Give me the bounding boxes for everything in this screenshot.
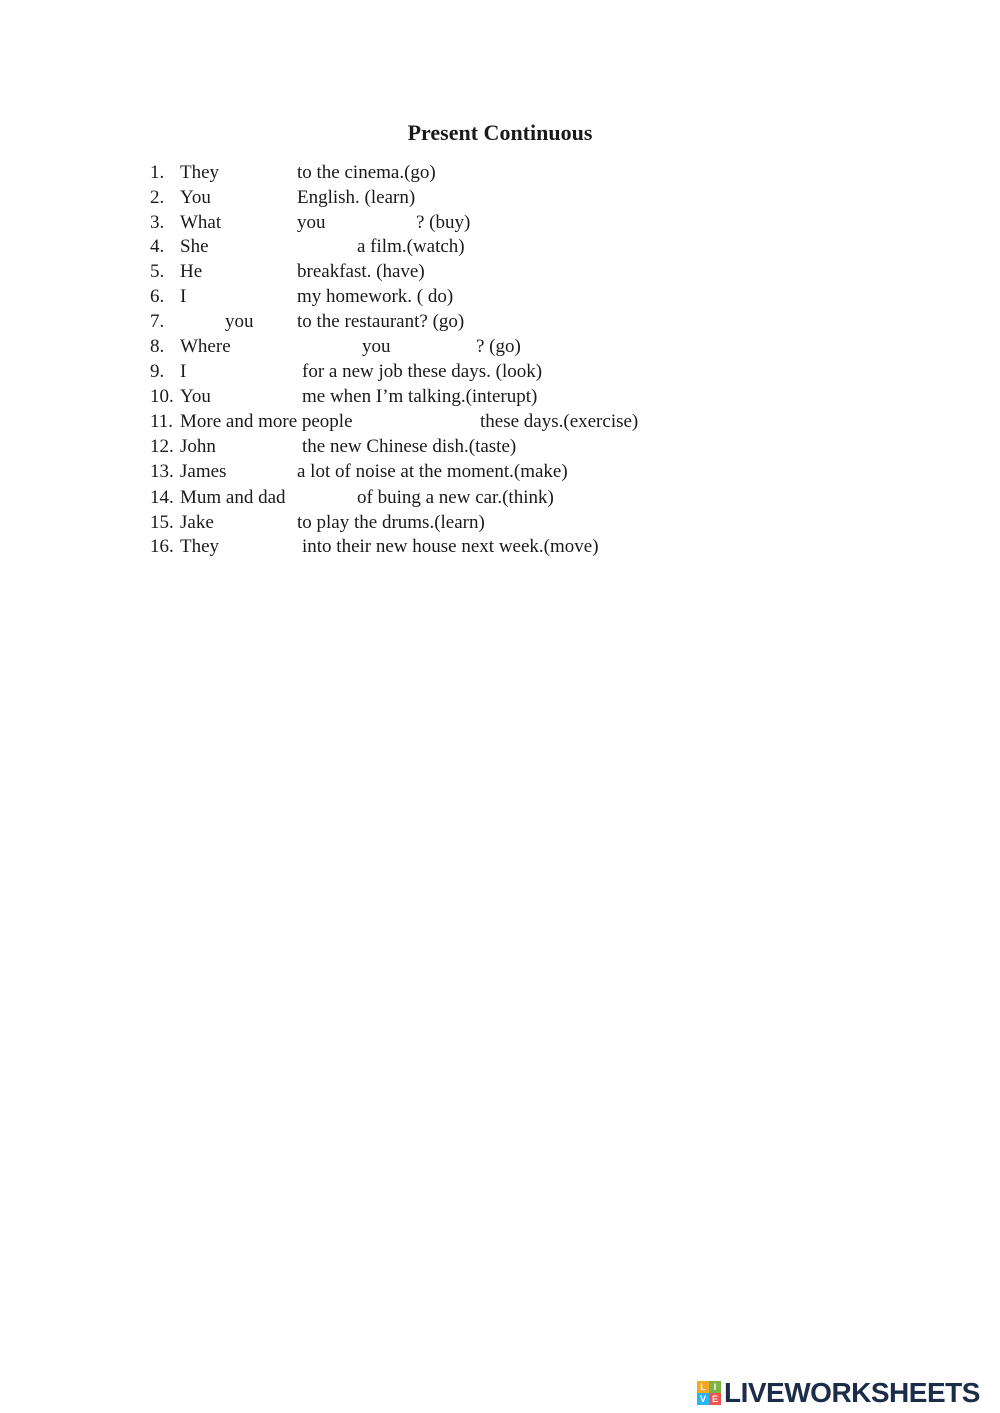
item-subject: I	[180, 286, 187, 307]
item-subject: You	[180, 386, 211, 407]
liveworksheets-logo-icon	[697, 1381, 721, 1405]
item-number: 12.	[150, 436, 174, 457]
item-subject: More and more people	[180, 411, 353, 432]
logo-letter: L	[697, 1381, 709, 1393]
brand-text: LIVEWORKSHEETS	[724, 1377, 980, 1408]
item-text: to play the drums.(learn)	[297, 512, 485, 533]
item-number: 9.	[150, 361, 165, 382]
item-text: you	[362, 336, 391, 357]
item-text: English. (learn)	[297, 187, 416, 208]
item-text: ? (buy)	[416, 212, 471, 233]
item-text: breakfast. (have)	[297, 261, 425, 282]
item-text: a lot of noise at the moment.(make)	[297, 461, 568, 482]
item-subject: What	[180, 212, 222, 233]
item-text: the new Chinese dish.(taste)	[302, 436, 517, 457]
item-number: 4.	[150, 236, 165, 257]
page-title: Present Continuous	[407, 120, 593, 145]
item-subject: Where	[180, 336, 231, 357]
liveworksheets-brand	[697, 1378, 980, 1408]
item-number: 14.	[150, 487, 174, 508]
item-number: 5.	[150, 261, 165, 282]
item-text: ? (go)	[476, 336, 521, 357]
item-subject: He	[180, 261, 203, 282]
item-number: 8.	[150, 336, 165, 357]
item-text: a film.(watch)	[357, 236, 465, 257]
item-number: 11.	[150, 411, 174, 432]
item-text: you	[297, 212, 326, 233]
item-subject: James	[180, 461, 227, 482]
item-number: 16.	[150, 536, 174, 557]
item-text: for a new job these days. (look)	[302, 361, 543, 382]
item-subject: John	[180, 436, 216, 457]
item-subject: Jake	[180, 512, 214, 533]
item-subject: She	[180, 236, 209, 257]
item-text: these days.(exercise)	[480, 411, 639, 432]
item-number: 13.	[150, 461, 174, 482]
item-text: into their new house next week.(move)	[302, 536, 599, 557]
item-number: 3.	[150, 212, 165, 233]
item-subject: They	[180, 162, 220, 183]
item-number: 1.	[150, 162, 165, 183]
logo-letter: I	[709, 1381, 721, 1393]
item-subject: You	[180, 187, 211, 208]
item-text: me when I’m talking.(interupt)	[302, 386, 538, 407]
item-number: 15.	[150, 512, 174, 533]
item-text: of buing a new car.(think)	[357, 487, 554, 508]
item-number: 7.	[150, 311, 165, 332]
item-text: to the cinema.(go)	[297, 162, 436, 183]
item-text: to the restaurant? (go)	[297, 311, 465, 332]
item-subject: They	[180, 536, 220, 557]
logo-letter: V	[697, 1393, 709, 1405]
item-number: 6.	[150, 286, 165, 307]
item-subject: you	[225, 311, 254, 332]
item-subject: Mum and dad	[180, 487, 286, 508]
item-number: 10.	[150, 386, 174, 407]
item-subject: I	[180, 361, 187, 382]
logo-letter: E	[709, 1393, 721, 1405]
item-number: 2.	[150, 187, 165, 208]
item-text: my homework. ( do)	[297, 286, 454, 307]
